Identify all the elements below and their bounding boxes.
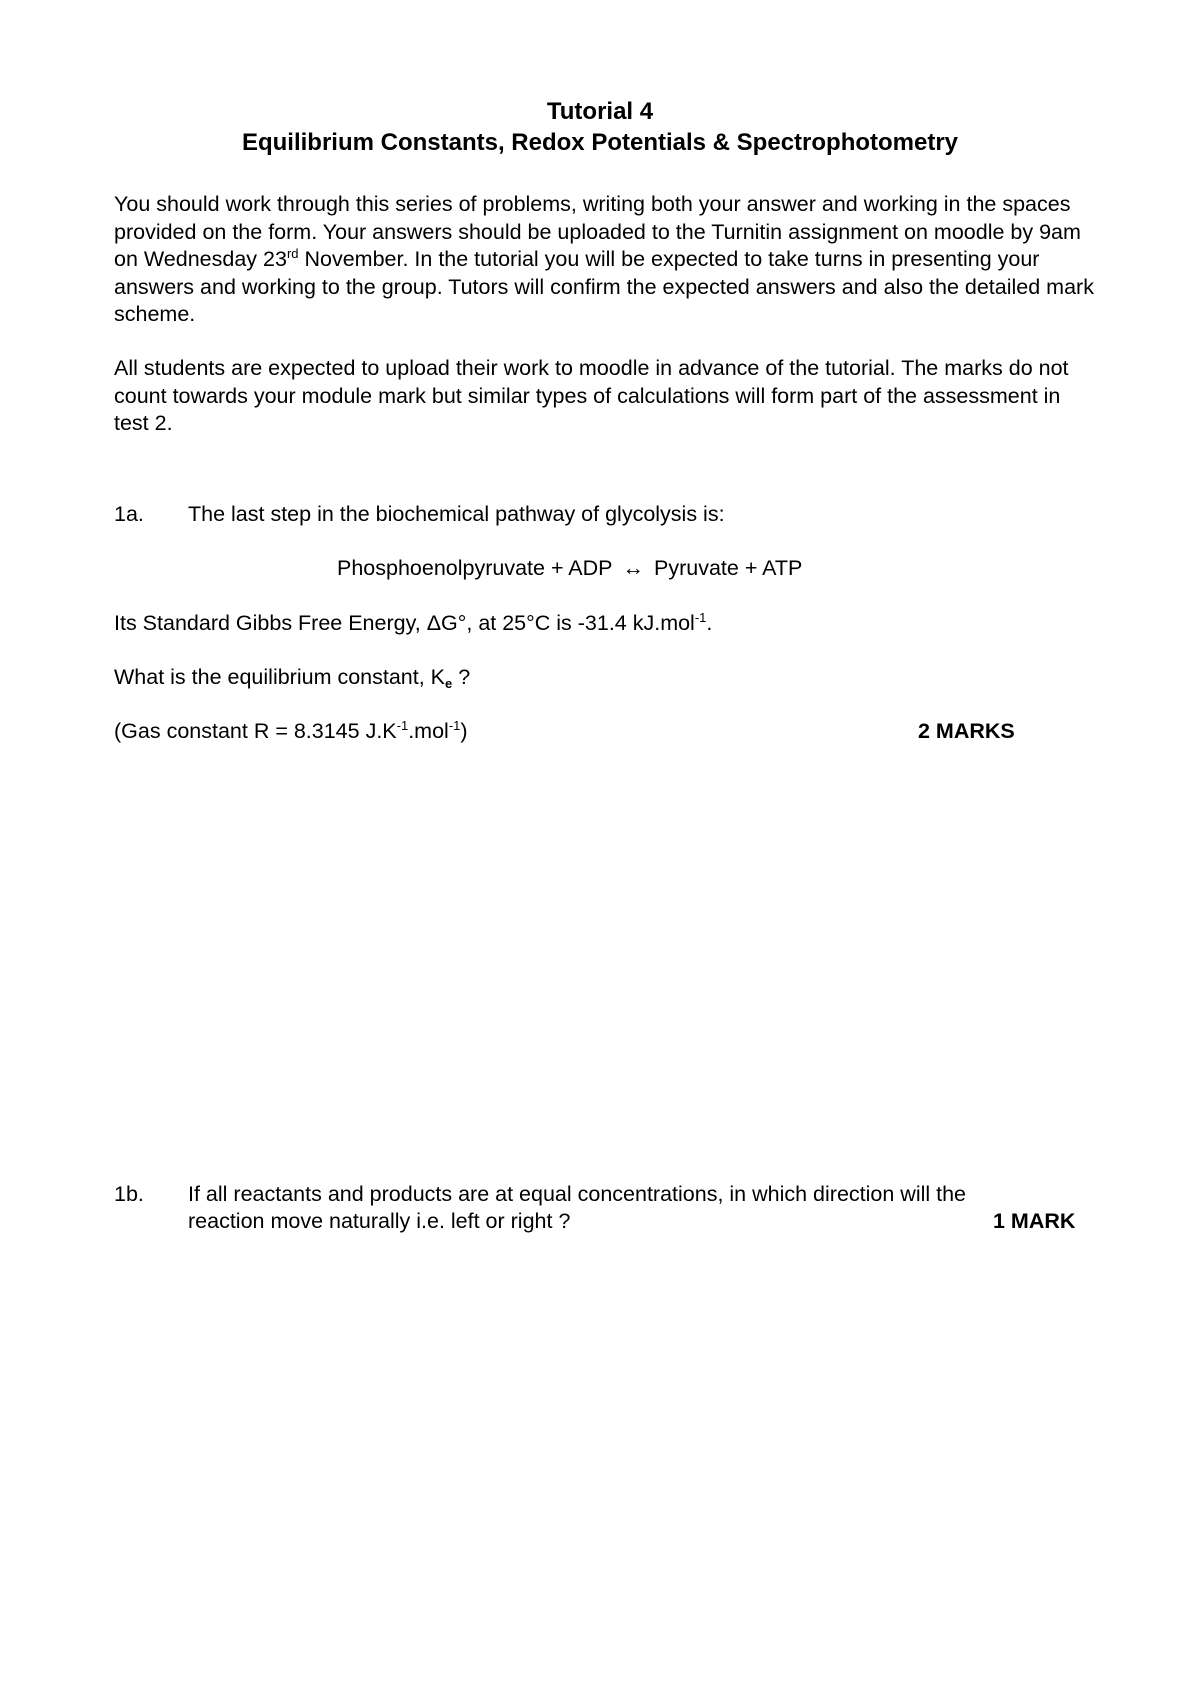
- date-ordinal-suffix: rd: [286, 246, 299, 261]
- gibbs-text: Its Standard Gibbs Free Energy, ΔG°, at 25°C is -31.4 kJ.mol: [114, 611, 695, 635]
- question-1a-number: 1a.: [114, 502, 144, 526]
- intro-paragraph-2: All students are expected to upload their work to moodle in advance of the tutorial. The marks do not count towards your module mark but similar types of calculations will form part of the assessment in test 2.: [114, 356, 1069, 435]
- question-1b-line-2: reaction move naturally i.e. left or right ?: [188, 1209, 571, 1233]
- question-1b-line-1: If all reactants and products are at equal concentrations, in which direction will the: [188, 1182, 967, 1206]
- mol-exponent: -1: [448, 718, 461, 733]
- question-1a-text: The last step in the biochemical pathway of glycolysis is:: [188, 502, 725, 526]
- question-mark: ?: [452, 665, 471, 689]
- gas-text-3: ): [460, 719, 468, 743]
- equilibrium-arrow-icon: ↔: [622, 556, 645, 580]
- question-1b-marks: 1 MARK: [993, 1209, 1076, 1233]
- k-subscript: e: [445, 676, 453, 691]
- question-1a-marks: 2 MARKS: [918, 719, 1015, 743]
- intro-text-start: You should work through this series of problems, writing both your answer and working in the spaces provided on the form. Your answers should be uploaded to the Turnitin assignment on moodle by 9am on Wednesday 23: [114, 192, 1081, 271]
- gibbs-energy-statement: [114, 610, 712, 637]
- document-title: Equilibrium Constants, Redox Potentials & Spectrophotometry: [241, 129, 959, 156]
- gas-text-2: .mol: [408, 719, 449, 743]
- k-exponent: -1: [396, 718, 409, 733]
- unit-exponent: -1: [694, 610, 707, 625]
- intro-text-end: November. In the tutorial you will be expected to take turns in presenting your answers and working to the group. Tutors will confirm the expected answers and also the detailed mark scheme.: [114, 247, 1094, 326]
- gas-text-1: (Gas constant R = 8.3145 J.K: [114, 719, 397, 743]
- gibbs-text-end: .: [706, 611, 713, 635]
- tutorial-number: Tutorial 4: [546, 98, 654, 125]
- gas-constant-note: [114, 718, 468, 745]
- reaction-reactants: Phosphoenolpyruvate + ADP: [337, 556, 613, 580]
- question-1b-number: 1b.: [114, 1182, 144, 1206]
- reaction-products: Pyruvate + ATP: [654, 556, 803, 580]
- question-text: What is the equilibrium constant, K: [114, 665, 446, 689]
- equilibrium-question: [114, 664, 470, 691]
- reaction-equation: [337, 555, 802, 582]
- intro-paragraph-1: [114, 191, 1094, 329]
